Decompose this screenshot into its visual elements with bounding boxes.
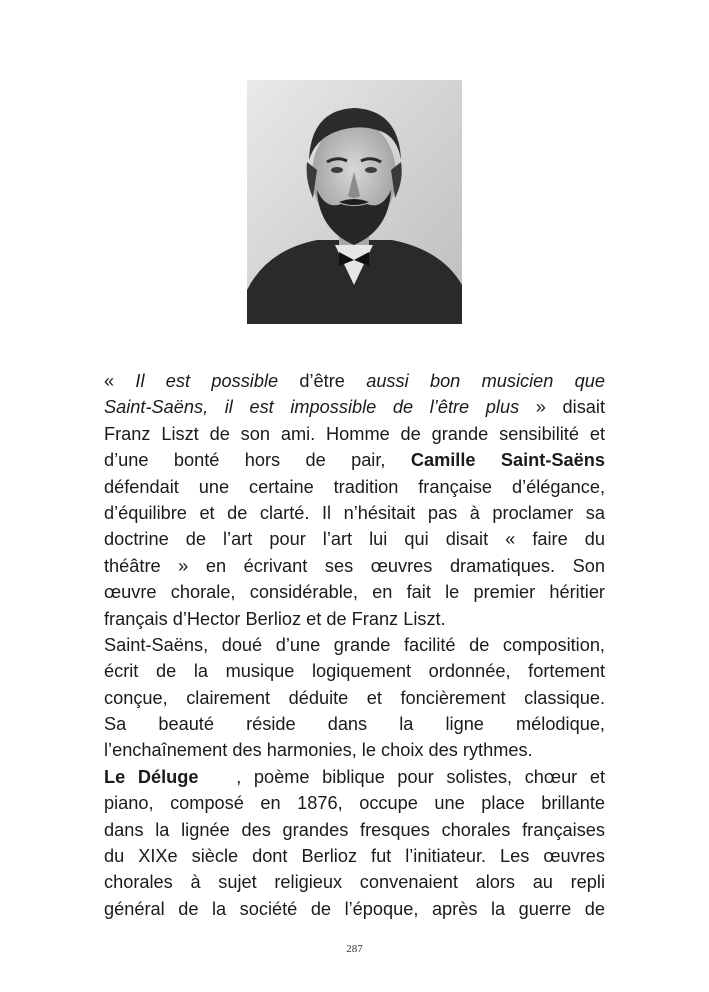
- text-line: l’enchaînement des harmonies, le choix des rythmes.: [104, 740, 533, 761]
- text-line: d’une bonté hors de pair, Camille Saint-Saëns: [104, 450, 605, 471]
- text-line: Saint-Saëns, il est impossible de l’être plus » disait: [104, 397, 605, 418]
- body-text: [104, 368, 605, 922]
- text-line: écrit de la musique logiquement ordonnée, fortement: [104, 661, 605, 682]
- work-title: Le Déluge: [104, 766, 199, 787]
- composer-name: Camille Saint-Saëns: [410, 450, 605, 471]
- text-line: défendait une certaine tradition française d’élégance,: [104, 476, 605, 497]
- text-line: chorales à sujet religieux convenaient alors au repli: [104, 872, 605, 893]
- text-line: œuvre chorale, considérable, en fait le premier héritier: [104, 582, 605, 603]
- text-line: conçue, clairement déduite et foncièrement classique.: [104, 687, 605, 708]
- text-line: dans la lignée des grandes fresques chorales françaises: [104, 819, 605, 840]
- text-line: du XIXe siècle dont Berlioz fut l’initiateur. Les œuvres: [104, 846, 605, 867]
- text-line: Franz Liszt de son ami. Homme de grande sensibilité et: [104, 423, 605, 444]
- page-number: 287: [346, 943, 363, 955]
- portrait-illustration: [247, 80, 462, 324]
- text-line: Saint-Saëns, doué d’une grande facilité de composition,: [104, 634, 605, 655]
- text-line: général de la société de l’époque, après la guerre de: [104, 898, 605, 919]
- text-line: d’équilibre et de clarté. Il n’hésitait pas à proclamer sa: [104, 502, 605, 523]
- text-line: théâtre » en écrivant ses œuvres dramatiques. Son: [104, 555, 605, 576]
- text-line: Le Déluge , poème biblique pour solistes, chœur et: [104, 766, 606, 787]
- text-line: doctrine de l’art pour l’art lui qui disait « faire du: [104, 529, 605, 550]
- text-line: piano, composé en 1876, occupe une place brillante: [104, 793, 605, 814]
- portrait-photo: [247, 80, 462, 324]
- text-line: Sa beauté réside dans la ligne mélodique,: [104, 714, 605, 735]
- text-line: « Il est possible d’être aussi bon musicien que: [104, 371, 606, 391]
- text-line: français d’Hector Berlioz et de Franz Liszt.: [104, 608, 446, 629]
